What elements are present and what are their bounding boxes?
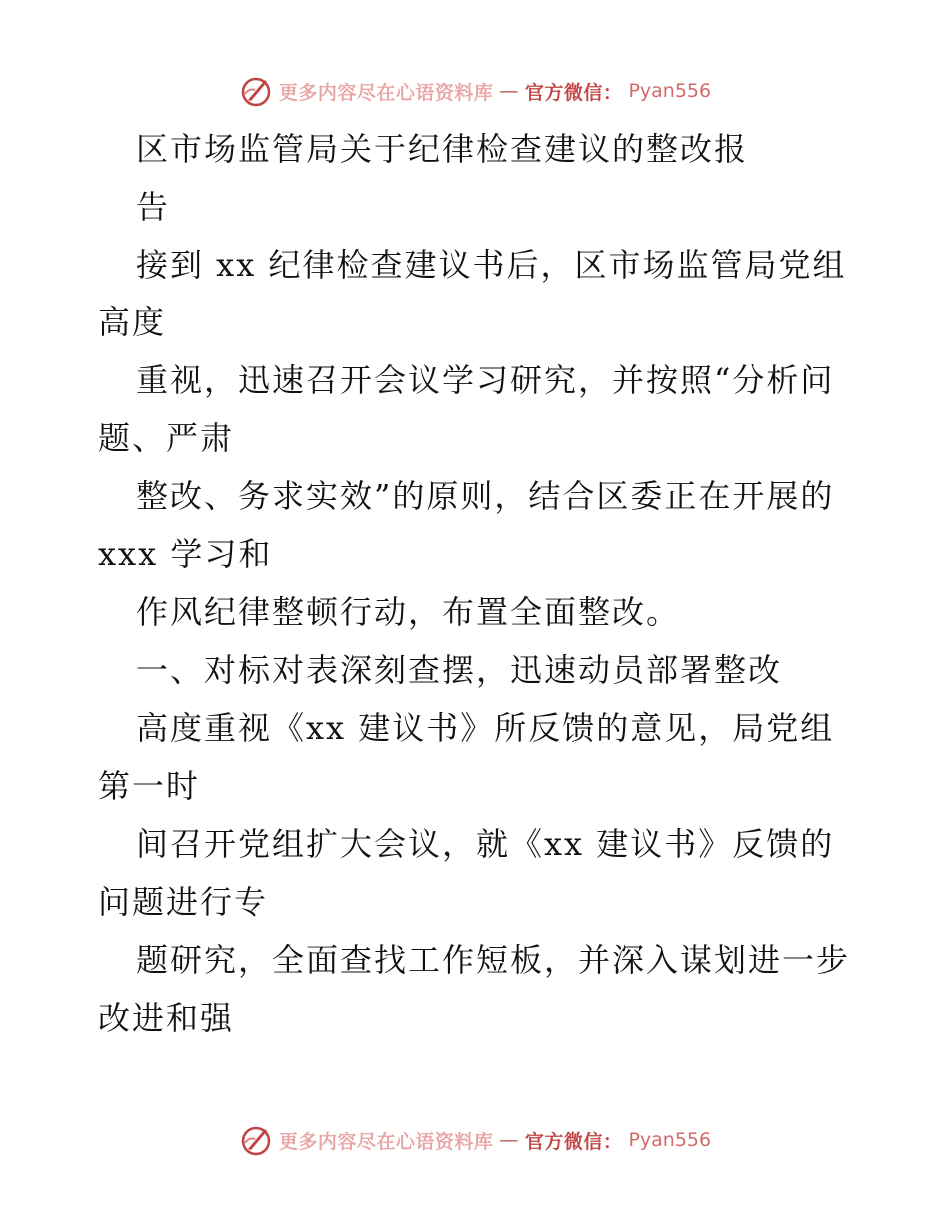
watermark-main-text: 更多内容尽在心语资料库	[278, 81, 494, 104]
doc-line: 接到 xx 纪律检查建议书后，区市场监管局党组	[136, 246, 847, 284]
quill-seal-icon	[239, 74, 273, 108]
doc-line: 题、严肃	[98, 419, 235, 457]
doc-line: 高度	[98, 303, 167, 341]
doc-line: 高度重视《xx 建议书》所反馈的意见，局党组	[136, 709, 835, 747]
doc-title-line-1: 区市场监管局关于纪律检查建议的整改报	[136, 130, 749, 168]
doc-line: 间召开党组扩大会议，就《xx 建议书》反馈的	[136, 825, 835, 863]
watermark-account: Pyan556	[628, 80, 712, 102]
watermark-sub-text: 官方微信：	[524, 1130, 623, 1153]
doc-line: 问题进行专	[98, 883, 269, 921]
header-watermark	[0, 71, 950, 111]
watermark-separator: —	[499, 80, 519, 102]
doc-line: 题研究，全面查找工作短板，并深入谋划进一步	[136, 941, 851, 979]
doc-line: 重视，迅速召开会议学习研究，并按照“分析问	[136, 361, 835, 399]
doc-line: 作风纪律整顿行动，布置全面整改。	[136, 593, 681, 631]
watermark-separator: —	[499, 1129, 519, 1151]
doc-title-line-2: 告	[136, 188, 171, 226]
doc-line: 整改、务求实效”的原则，结合区委正在开展的	[136, 477, 835, 515]
footer-watermark	[0, 1120, 950, 1160]
doc-line: 改进和强	[98, 999, 235, 1037]
doc-line: xxx 学习和	[98, 535, 273, 573]
watermark-main-text: 更多内容尽在心语资料库	[278, 1130, 494, 1153]
quill-seal-icon	[239, 1123, 273, 1157]
section-heading: 一、对标对表深刻查摆，迅速动员部署整改	[136, 651, 783, 689]
doc-line: 第一时	[98, 767, 201, 805]
watermark-account: Pyan556	[628, 1129, 712, 1151]
watermark-sub-text: 官方微信：	[524, 81, 623, 104]
